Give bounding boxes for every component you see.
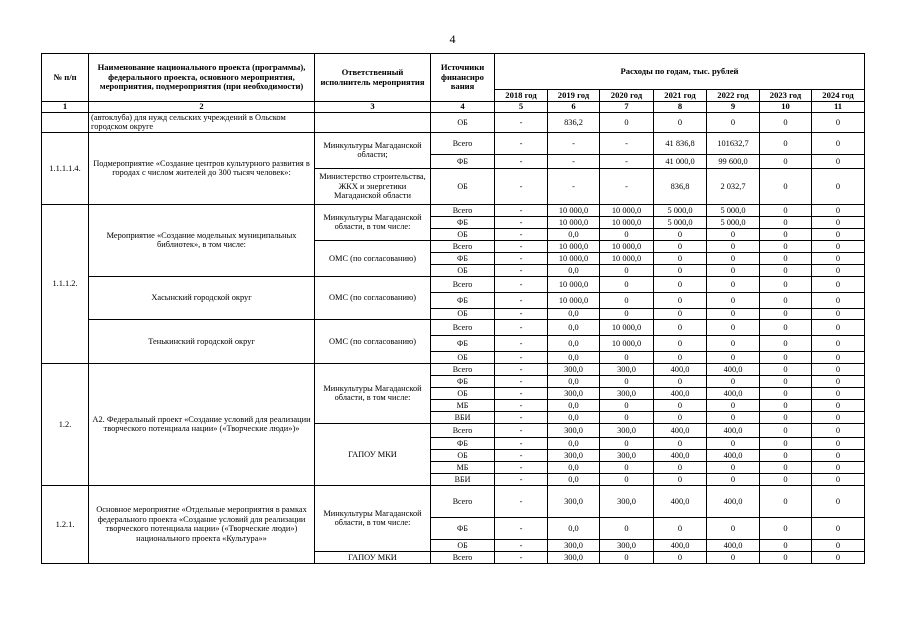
row-source: Всего — [431, 132, 495, 154]
column-number: 3 — [315, 102, 431, 113]
row-value: 0 — [654, 399, 707, 411]
row-value: 0 — [760, 539, 812, 551]
row-value: 300,0 — [548, 423, 600, 437]
row-name: Тенькинский городской округ — [89, 319, 315, 363]
row-value: 0 — [812, 363, 865, 375]
row-value: 0 — [760, 485, 812, 517]
row-value: 0,0 — [548, 319, 600, 335]
row-executor: Минкультуры Магаданской области; — [315, 132, 431, 168]
row-value: 0 — [812, 399, 865, 411]
row-value: 0 — [654, 551, 707, 563]
row-value: 0 — [600, 473, 654, 485]
row-value: 0 — [760, 335, 812, 351]
header-name: Наименование национального проекта (программы), федерального проекта, основного мероприятия, мероприятия, подмероприятия (при необходимости) — [89, 54, 315, 102]
row-value: 0 — [812, 517, 865, 539]
row-value: - — [495, 485, 548, 517]
row-source: ОБ — [431, 351, 495, 363]
row-value: 0 — [654, 228, 707, 240]
row-source: ФБ — [431, 292, 495, 308]
row-number: 1.2.1. — [42, 485, 89, 563]
row-value: 300,0 — [600, 485, 654, 517]
row-source: ОБ — [431, 112, 495, 132]
row-value: 41 000,0 — [654, 154, 707, 168]
row-value: 0 — [707, 264, 760, 276]
row-executor: Министерство строительства, ЖКХ и энергетики Магаданской области — [315, 168, 431, 204]
row-value: 0 — [760, 473, 812, 485]
row-source: ФБ — [431, 252, 495, 264]
row-value: 0 — [600, 276, 654, 292]
row-value: 0 — [707, 335, 760, 351]
column-number: 5 — [495, 102, 548, 113]
row-value: 0 — [812, 168, 865, 204]
row-executor — [315, 112, 431, 132]
row-value: 0 — [760, 292, 812, 308]
row-value: 400,0 — [707, 449, 760, 461]
row-value: - — [600, 154, 654, 168]
column-number: 6 — [548, 102, 600, 113]
row-value: - — [495, 399, 548, 411]
row-value: 5 000,0 — [654, 204, 707, 216]
row-value: 0 — [760, 387, 812, 399]
row-value: 0 — [707, 473, 760, 485]
row-value: - — [495, 551, 548, 563]
row-value: 10 000,0 — [548, 240, 600, 252]
row-value: - — [495, 154, 548, 168]
row-value: - — [495, 264, 548, 276]
row-value: 0,0 — [548, 517, 600, 539]
row-source: ОБ — [431, 228, 495, 240]
row-number: 1.1.1.1.4. — [42, 132, 89, 204]
row-value: 400,0 — [654, 387, 707, 399]
row-value: 0 — [654, 351, 707, 363]
header-num: № п/п — [42, 54, 89, 102]
row-value: - — [548, 154, 600, 168]
row-value: 99 600,0 — [707, 154, 760, 168]
row-value: 400,0 — [707, 387, 760, 399]
row-value: 0 — [812, 351, 865, 363]
row-value: 0 — [707, 228, 760, 240]
header-year: 2021 год — [654, 90, 707, 102]
row-value: 0 — [812, 240, 865, 252]
row-value: 41 836,8 — [654, 132, 707, 154]
row-value: 0 — [760, 264, 812, 276]
row-value: 0 — [760, 351, 812, 363]
row-value: 836,8 — [654, 168, 707, 204]
row-value: 0 — [707, 319, 760, 335]
row-value: 0,0 — [548, 437, 600, 449]
row-value: 0 — [654, 292, 707, 308]
column-number: 9 — [707, 102, 760, 113]
row-source: ОБ — [431, 308, 495, 319]
row-value: - — [495, 387, 548, 399]
header-source: Источники финансиро вания — [431, 54, 495, 102]
row-value: 0 — [654, 112, 707, 132]
row-value: 0 — [812, 112, 865, 132]
row-value: 0 — [760, 461, 812, 473]
row-value: 0 — [812, 154, 865, 168]
row-value: 0 — [600, 112, 654, 132]
column-number: 8 — [654, 102, 707, 113]
row-value: 0 — [654, 461, 707, 473]
row-number — [42, 112, 89, 132]
row-value: 0 — [760, 132, 812, 154]
row-value: 0 — [812, 551, 865, 563]
row-value: 0 — [760, 399, 812, 411]
row-value: 0 — [812, 216, 865, 228]
row-value: 0,0 — [548, 461, 600, 473]
row-value: 300,0 — [548, 387, 600, 399]
row-source: Всего — [431, 276, 495, 292]
column-number: 10 — [760, 102, 812, 113]
row-executor: ГАПОУ МКИ — [315, 551, 431, 563]
row-value: 0 — [760, 437, 812, 449]
row-executor: ГАПОУ МКИ — [315, 423, 431, 485]
row-source: Всего — [431, 204, 495, 216]
row-value: 400,0 — [654, 449, 707, 461]
row-value: - — [495, 319, 548, 335]
row-value: 0 — [812, 132, 865, 154]
row-value: - — [495, 335, 548, 351]
row-value: 0 — [654, 437, 707, 449]
header-year: 2019 год — [548, 90, 600, 102]
row-value: 0 — [760, 112, 812, 132]
header-executor: Ответственный исполнитель мероприятия — [315, 54, 431, 102]
row-value: 0 — [812, 411, 865, 423]
row-value: 0 — [760, 411, 812, 423]
row-value: 0,0 — [548, 264, 600, 276]
row-name: Мероприятие «Создание модельных муниципальных библиотек», в том числе: — [89, 204, 315, 276]
header-year: 2018 год — [495, 90, 548, 102]
row-value: 0 — [812, 319, 865, 335]
row-value: 10 000,0 — [548, 276, 600, 292]
table-row — [42, 363, 865, 375]
row-value: 10 000,0 — [548, 252, 600, 264]
row-value: 0 — [707, 112, 760, 132]
row-value: 300,0 — [600, 387, 654, 399]
row-value: 0 — [600, 461, 654, 473]
row-number: 1.2. — [42, 363, 89, 485]
row-value: 0 — [812, 449, 865, 461]
row-value: 0 — [600, 517, 654, 539]
row-value: 0 — [812, 228, 865, 240]
row-value: - — [495, 204, 548, 216]
header-year: 2023 год — [760, 90, 812, 102]
row-value: - — [495, 363, 548, 375]
row-value: 0 — [600, 264, 654, 276]
column-number-row — [42, 102, 865, 113]
row-value: - — [495, 112, 548, 132]
column-number: 1 — [42, 102, 89, 113]
row-value: 0 — [812, 423, 865, 437]
row-value: 0 — [654, 252, 707, 264]
table-row — [42, 485, 865, 517]
row-value: 10 000,0 — [548, 292, 600, 308]
row-value: 5 000,0 — [707, 204, 760, 216]
row-value: - — [548, 168, 600, 204]
row-value: 400,0 — [707, 363, 760, 375]
column-number: 7 — [600, 102, 654, 113]
row-value: - — [495, 168, 548, 204]
row-value: - — [495, 423, 548, 437]
row-value: 10 000,0 — [548, 204, 600, 216]
row-value: - — [495, 351, 548, 363]
row-value: 0 — [760, 154, 812, 168]
row-value: - — [495, 228, 548, 240]
row-value: 10 000,0 — [600, 335, 654, 351]
row-value: 10 000,0 — [600, 319, 654, 335]
row-value: - — [495, 308, 548, 319]
row-value: 0 — [707, 308, 760, 319]
row-value: 0 — [812, 387, 865, 399]
column-number: 4 — [431, 102, 495, 113]
row-value: 0 — [760, 204, 812, 216]
row-value: 10 000,0 — [600, 252, 654, 264]
row-source: ФБ — [431, 375, 495, 387]
row-executor: Минкультуры Магаданской области, в том числе: — [315, 485, 431, 551]
row-value: 0 — [760, 240, 812, 252]
row-value: 0,0 — [548, 411, 600, 423]
row-value: 10 000,0 — [600, 204, 654, 216]
row-value: 10 000,0 — [548, 216, 600, 228]
header-year: 2022 год — [707, 90, 760, 102]
row-value: 400,0 — [654, 485, 707, 517]
row-value: 0 — [654, 517, 707, 539]
row-executor: ОМС (по согласованию) — [315, 240, 431, 276]
row-value: 0 — [707, 399, 760, 411]
row-executor: ОМС (по согласованию) — [315, 319, 431, 363]
row-name: А2. Федеральный проект «Создание условий для реализации творческого потенциала нации» («Творческие люди»)» — [89, 363, 315, 485]
row-value: 0,0 — [548, 228, 600, 240]
row-source: ОБ — [431, 387, 495, 399]
row-value: 0 — [812, 335, 865, 351]
row-source: ФБ — [431, 154, 495, 168]
row-value: 0 — [707, 375, 760, 387]
row-source: Всего — [431, 423, 495, 437]
row-value: - — [495, 437, 548, 449]
row-source: ФБ — [431, 437, 495, 449]
row-name: (автоклуба) для нужд сельских учреждений в Ольском городском округе — [89, 112, 315, 132]
row-value: 300,0 — [600, 363, 654, 375]
row-value: 300,0 — [548, 449, 600, 461]
row-value: 101632,7 — [707, 132, 760, 154]
row-source: Всего — [431, 485, 495, 517]
row-value: - — [495, 276, 548, 292]
row-source: ФБ — [431, 335, 495, 351]
row-value: - — [495, 473, 548, 485]
row-source: Всего — [431, 240, 495, 252]
row-value: 0 — [600, 351, 654, 363]
row-value: 300,0 — [548, 551, 600, 563]
row-value: 0 — [760, 517, 812, 539]
row-value: 0 — [707, 461, 760, 473]
row-value: 0 — [812, 292, 865, 308]
row-value: - — [495, 517, 548, 539]
row-value: 0 — [600, 399, 654, 411]
table-row — [42, 276, 865, 292]
row-value: 5 000,0 — [707, 216, 760, 228]
header-year: 2020 год — [600, 90, 654, 102]
row-value: 0,0 — [548, 375, 600, 387]
row-source: ФБ — [431, 517, 495, 539]
row-value: 0 — [654, 308, 707, 319]
row-executor: ОМС (по согласованию) — [315, 276, 431, 319]
row-value: 0 — [812, 204, 865, 216]
row-value: - — [495, 461, 548, 473]
column-number: 2 — [89, 102, 315, 113]
row-source: Всего — [431, 319, 495, 335]
row-source: ОБ — [431, 539, 495, 551]
row-value: 0 — [600, 292, 654, 308]
row-value: 0 — [760, 363, 812, 375]
row-value: 10 000,0 — [600, 240, 654, 252]
row-value: 300,0 — [600, 539, 654, 551]
row-value: 0 — [654, 375, 707, 387]
row-value: 0 — [760, 168, 812, 204]
row-value: 0 — [760, 276, 812, 292]
table-row — [42, 112, 865, 132]
row-value: 0 — [600, 437, 654, 449]
column-number: 11 — [812, 102, 865, 113]
row-source: ФБ — [431, 216, 495, 228]
row-name: Хасынский городской округ — [89, 276, 315, 319]
row-value: 0 — [600, 551, 654, 563]
row-value: 400,0 — [707, 485, 760, 517]
row-value: 0 — [812, 485, 865, 517]
row-value: - — [495, 132, 548, 154]
row-value: 0,0 — [548, 351, 600, 363]
row-value: 0 — [707, 517, 760, 539]
row-value: 0 — [760, 449, 812, 461]
header-year: 2024 год — [812, 90, 865, 102]
row-value: 0 — [707, 351, 760, 363]
row-value: 0,0 — [548, 335, 600, 351]
row-value: 0 — [707, 276, 760, 292]
row-value: 0 — [707, 240, 760, 252]
row-value: 400,0 — [707, 539, 760, 551]
row-value: 10 000,0 — [600, 216, 654, 228]
header-expenses: Расходы по годам, тыс. рублей — [495, 54, 865, 90]
table-row — [42, 319, 865, 335]
row-value: 400,0 — [654, 423, 707, 437]
row-value: - — [600, 168, 654, 204]
row-value: 0 — [600, 375, 654, 387]
row-value: 0 — [760, 319, 812, 335]
row-source: Всего — [431, 551, 495, 563]
row-value: 0 — [654, 264, 707, 276]
row-value: 0 — [654, 276, 707, 292]
row-value: - — [600, 132, 654, 154]
row-executor: Минкультуры Магаданской области, в том числе: — [315, 363, 431, 423]
table-row — [42, 132, 865, 154]
row-value: 5 000,0 — [654, 216, 707, 228]
row-value: - — [495, 449, 548, 461]
row-value: 0 — [707, 411, 760, 423]
row-value: 0 — [760, 551, 812, 563]
row-source: ОБ — [431, 168, 495, 204]
table-row — [42, 204, 865, 216]
row-value: 0 — [812, 375, 865, 387]
row-value: - — [495, 375, 548, 387]
row-value: 300,0 — [600, 449, 654, 461]
row-value: 0 — [707, 252, 760, 264]
row-value: 0 — [600, 308, 654, 319]
row-name: Подмероприятие «Создание центров культурного развития в городах с числом жителей до 300 тысяч человек»: — [89, 132, 315, 204]
row-value: - — [495, 411, 548, 423]
row-value: 0 — [707, 437, 760, 449]
row-value: 0 — [707, 551, 760, 563]
row-value: 0 — [600, 411, 654, 423]
row-value: 300,0 — [600, 423, 654, 437]
row-source: ВБИ — [431, 411, 495, 423]
row-value: 400,0 — [707, 423, 760, 437]
row-value: 300,0 — [548, 485, 600, 517]
row-value: 0 — [812, 308, 865, 319]
row-source: МБ — [431, 461, 495, 473]
row-value: 0 — [707, 292, 760, 308]
row-value: 0 — [812, 252, 865, 264]
row-value: 0 — [654, 240, 707, 252]
row-value: 0 — [812, 437, 865, 449]
row-source: МБ — [431, 399, 495, 411]
row-value: 0 — [654, 319, 707, 335]
row-source: ВБИ — [431, 473, 495, 485]
row-value: 0 — [760, 216, 812, 228]
row-value: - — [495, 216, 548, 228]
row-value: - — [495, 539, 548, 551]
row-value: 0 — [760, 375, 812, 387]
row-value: 0,0 — [548, 399, 600, 411]
header-row — [42, 54, 865, 90]
page-number: 4 — [449, 32, 456, 46]
row-name: Основное мероприятие «Отдельные мероприятия в рамках федерального проекта «Создание условий для реализации творческого потенциала нации» («Творческие люди») национального проекта «Культура»» — [89, 485, 315, 563]
row-value: - — [495, 240, 548, 252]
row-value: 0 — [654, 335, 707, 351]
row-value: 0 — [812, 539, 865, 551]
row-value: 0 — [600, 228, 654, 240]
row-value: 0,0 — [548, 473, 600, 485]
row-value: 0 — [812, 473, 865, 485]
row-value: 0 — [760, 308, 812, 319]
row-value: - — [495, 292, 548, 308]
row-value: 0 — [760, 252, 812, 264]
row-value: 0 — [812, 264, 865, 276]
row-value: 0 — [760, 423, 812, 437]
row-value: 300,0 — [548, 539, 600, 551]
row-source: Всего — [431, 363, 495, 375]
row-executor: Минкультуры Магаданской области, в том числе: — [315, 204, 431, 240]
row-value: 0 — [812, 461, 865, 473]
row-source: ОБ — [431, 449, 495, 461]
row-value: 0 — [654, 411, 707, 423]
row-value: - — [548, 132, 600, 154]
row-value: 0 — [760, 228, 812, 240]
row-value: 300,0 — [548, 363, 600, 375]
row-number: 1.1.1.2. — [42, 204, 89, 363]
row-value: 400,0 — [654, 539, 707, 551]
row-value: 0 — [812, 276, 865, 292]
row-value: - — [495, 252, 548, 264]
row-source: ОБ — [431, 264, 495, 276]
row-value: 2 032,7 — [707, 168, 760, 204]
row-value: 0,0 — [548, 308, 600, 319]
row-value: 400,0 — [654, 363, 707, 375]
expenses-table — [41, 53, 865, 564]
row-value: 836,2 — [548, 112, 600, 132]
row-value: 0 — [654, 473, 707, 485]
